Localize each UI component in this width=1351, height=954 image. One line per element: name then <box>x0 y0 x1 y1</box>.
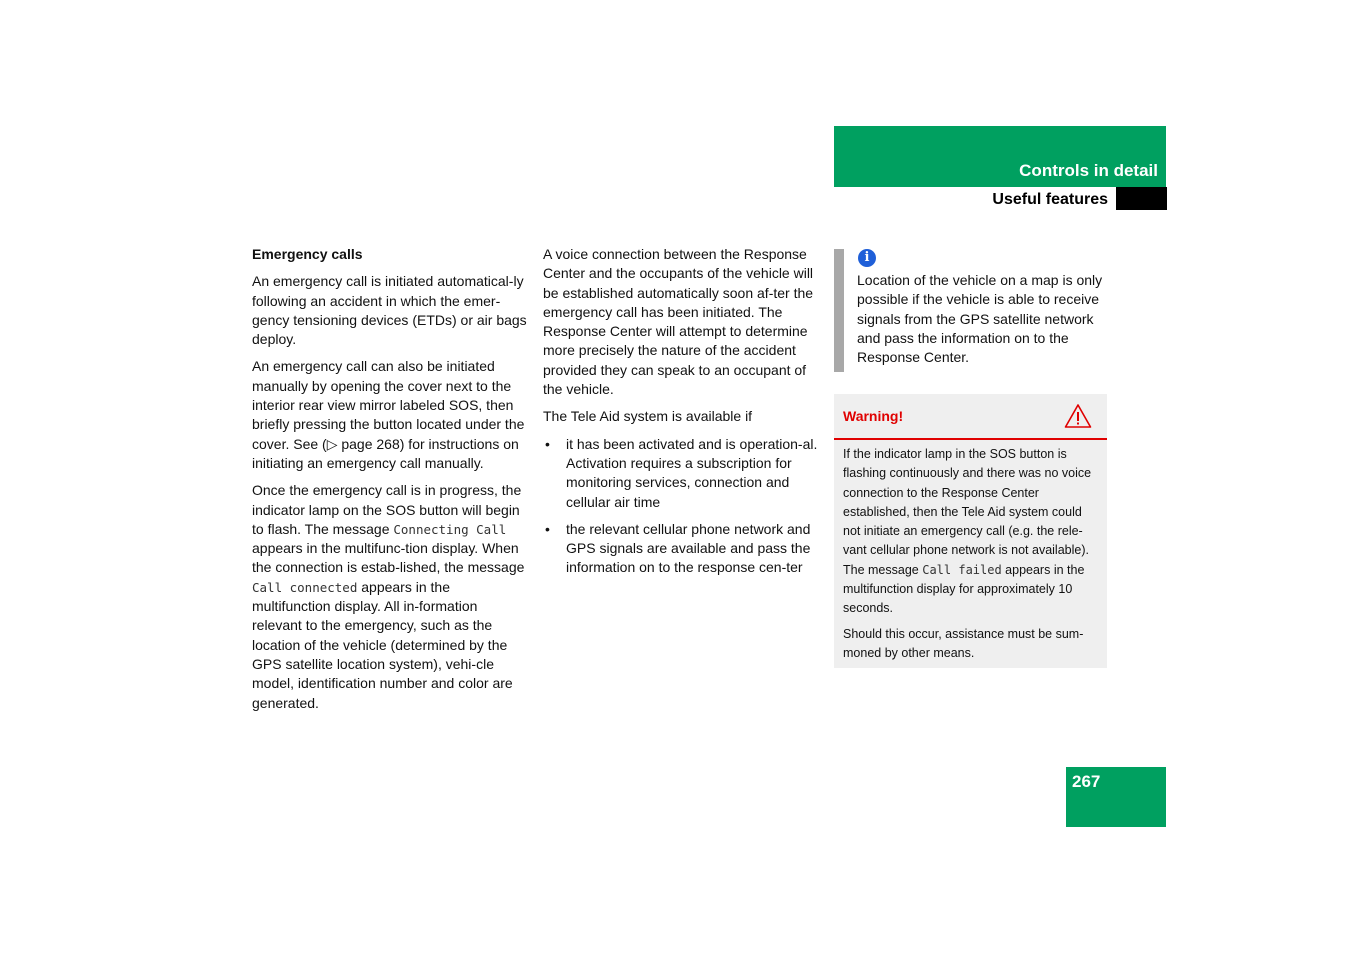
warning-paragraph <box>843 445 1098 619</box>
bullet-icon: • <box>545 520 550 537</box>
info-note <box>834 249 1107 372</box>
availability-list <box>543 435 819 578</box>
paragraph-voice-connection: A voice connection between the Response Center and the occupants of the vehicle will be established automatically soon af-ter the emergency call has been initiated. The Response Center will attempt to determine more precisely the nature of the accident provided they can speak to an occupant of the vehicle. <box>543 246 814 398</box>
warning-text: If the indicator lamp in the SOS button is flashing continuously and there was no voice connection to the Response Center established, then the Tele Aid system could not initiate an emergency call (e.g. the rele-vant cellular phone network is not available). The message <box>843 447 1092 577</box>
note-side-bar <box>834 249 844 372</box>
page-number: 267 <box>1072 772 1101 791</box>
section-title: Useful features <box>992 191 1108 208</box>
header-green-bar <box>834 126 1166 187</box>
info-note-text: Location of the vehicle on a map is only possible if the vehicle is able to receive signals from the GPS satellite network and pass the information on to the Response Center. <box>857 272 1103 366</box>
warning-body <box>834 440 1107 663</box>
bullet-icon: • <box>545 435 550 452</box>
paragraph-availability: The Tele Aid system is available if <box>543 408 753 425</box>
paragraph-call-progress <box>252 481 528 713</box>
chapter-title: Controls in detail <box>1019 161 1158 180</box>
warning-box <box>834 394 1107 668</box>
warning-text: appears in the multifunction display for approximately 10 seconds. <box>843 562 1085 616</box>
middle-column <box>543 245 819 586</box>
header-black-tab <box>1116 187 1167 210</box>
paragraph-text: appears in the multifunction display. All in-formation relevant to the emergency, such as the location of the vehicle (determined by the GPS satellite location system), vehi-cle model, identification number and color are generated. <box>252 578 513 711</box>
info-icon: i <box>858 249 876 267</box>
list-item <box>543 520 819 578</box>
list-item-text: the relevant cellular phone network and GPS signals are available and pass the information on to the response cen-ter <box>566 520 811 576</box>
paragraph-manual-call: An emergency call can also be initiated manually by opening the cover next to the interior rear view mirror labeled SOS, then briefly pressing the button located under the cover. See (▷ page 268) for instructions on initiating an emergency call manually. <box>252 358 525 471</box>
paragraph-text: appears in the multifunc-tion display. When the connection is estab-lished, the message <box>252 540 525 576</box>
warning-header <box>834 394 1107 440</box>
warning-title: Warning! <box>843 408 904 424</box>
display-message-failed: Call failed <box>922 562 1002 577</box>
paragraph-text: Once the emergency call is in progress, the indicator lamp on the SOS button will begin to flash. The message <box>252 482 522 537</box>
display-message-connecting: Connecting Call <box>393 521 507 537</box>
warning-triangle-icon <box>1064 403 1092 429</box>
page-number-box <box>1066 767 1166 827</box>
list-item-text: it has been activated and is operation-al. Activation requires a subscription for monitoring services, connection and cellular air time <box>566 435 818 510</box>
section-heading: Emergency calls <box>252 246 363 262</box>
left-column <box>252 245 528 721</box>
display-message-connected: Call connected <box>252 579 358 595</box>
warning-paragraph: Should this occur, assistance must be sum-moned by other means. <box>843 626 1084 660</box>
list-item <box>543 435 819 512</box>
paragraph-automatic-call: An emergency call is initiated automatical-ly following an accident in which the emer-gency tensioning devices (ETDs) or air bags deploy. <box>252 273 527 348</box>
